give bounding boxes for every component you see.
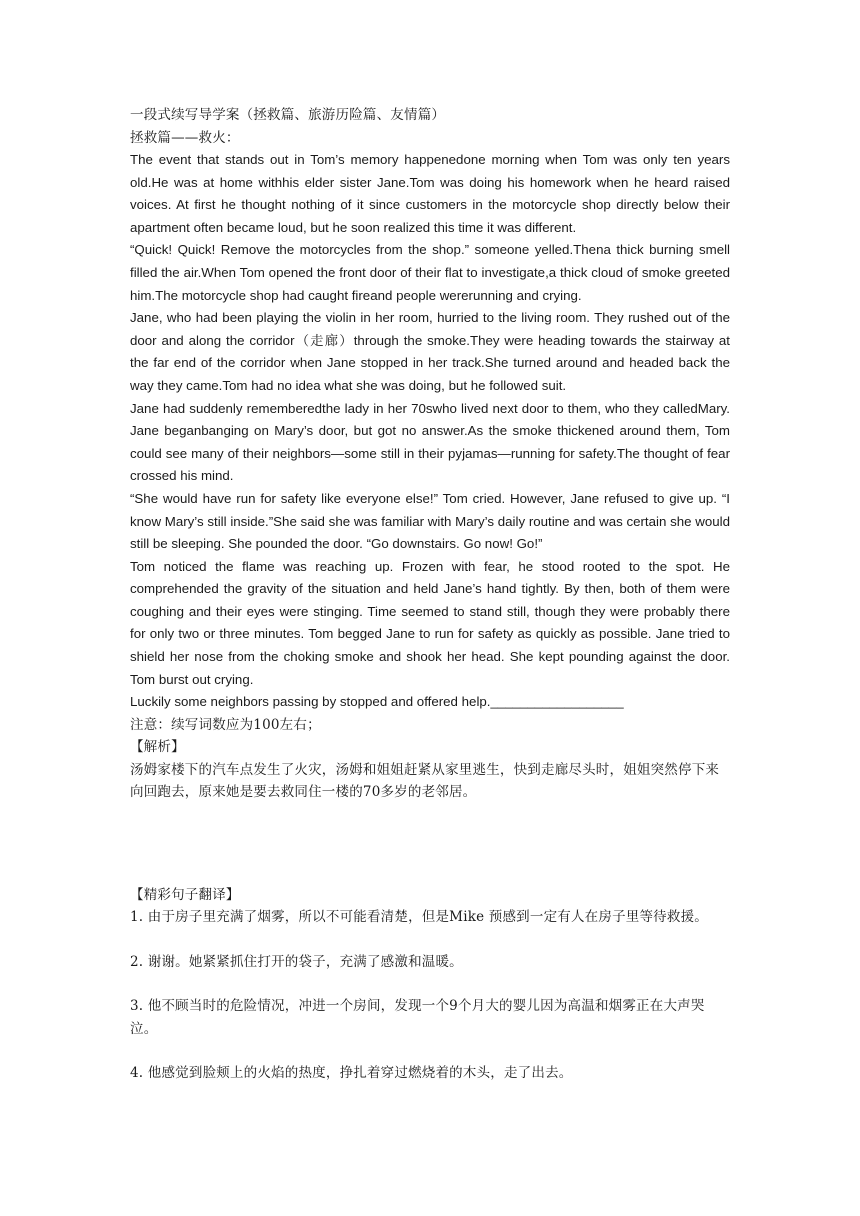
document-page [130,104,730,1085]
story-continuation-prompt: Luckily some neighbors passing by stopped and offered help.__________________ [130,694,624,710]
word-count-note: 注意：续写词数应为100左右； [130,716,321,733]
story-text [130,149,730,714]
story-paragraph: “She would have run for safety like everyone else!” Tom cried. However, Jane refused to give up. “I know Mary’s still inside.”She said she was familiar with Mary’s daily routine and was certain she would still be sleeping. She pounded the door. “Go downstairs. Go now! Go!” [130,490,730,552]
story-paragraph: Jane had suddenly rememberedthe lady in her 70swho lived next door to them, who they calledMary. Jane beganbanging on Mary’s door, but got no answer.As the smoke thickened around them, Tom could see many of their neighbors—some still in their pyjamas—running for safety.The thought of fear crossed his mind. [130,400,730,484]
document-title: 一段式续写导学案（拯救篇、旅游历险篇、友情篇） [130,107,446,123]
translation-item: 4. 他感觉到脸颊上的火焰的热度，挣扎着穿过燃烧着的木头，走了出去。 [130,1065,573,1082]
analysis-text: 汤姆家楼下的汽车点发生了火灾，汤姆和姐姐赶紧从家里逃生，快到走廊尽头时，姐姐突然停下来向回跑去，原来她是要去救同住一楼的70多岁的老邻居。 [130,761,720,801]
translation-item: 2. 谢谢。她紧紧抓住打开的袋子，充满了感激和温暖。 [130,953,463,970]
analysis-heading: 【解析】 [130,739,185,756]
section-subtitle: 拯救篇——救火： [130,129,240,146]
translation-item: 3. 他不顾当时的危险情况，冲进一个房间，发现一个9个月大的婴儿因为高温和烟雾正在大声哭泣。 [130,998,705,1037]
story-paragraph: The event that stands out in Tom’s memory happenedone morning when Tom was only ten years old.He was at home withhis elder sister Jane.Tom was doing his homework when he heard raised voices. At first he thought nothing of it since customers in the motorcycle shop directly below their apartment often became loud, but he soon realized this time it was different. [130,152,730,235]
translation-heading: 【精彩句子翻译】 [130,886,240,903]
story-paragraph: Jane, who had been playing the violin in her room, hurried to the living room. They rushed out of the door and along the corridor（走廊）through the smoke.They were heading towards the stairway at the far end of the corridor when Jane stopped in her track.She turned around and headed back the way they came.Tom had no idea what she was doing, but he followed suit. [130,310,730,393]
story-paragraph: “Quick! Quick! Remove the motorcycles from the shop.” someone yelled.Thena thick burning smell filled the air.When Tom opened the front door of their flat to investigate,a thick cloud of smoke greeted him.The motorcycle shop had caught fireand people wererunning and crying. [130,242,730,303]
story-paragraph: Tom noticed the flame was reaching up. Frozen with fear, he stood rooted to the spot. He comprehended the gravity of the situation and held Jane’s hand tightly. By then, both of them were coughing and their eyes were stinging. Time seemed to stand still, though they were probably there for only two or three minutes. Tom begged Jane to run for safety as quickly as possible. Jane tried to shield her nose from the choking smoke and shook her head. She kept pounding against the door. Tom burst out crying. [130,558,730,687]
translation-item: 1. 由于房子里充满了烟雾，所以不可能看清楚，但是Mike 预感到一定有人在房子里等待救援。 [130,909,708,926]
